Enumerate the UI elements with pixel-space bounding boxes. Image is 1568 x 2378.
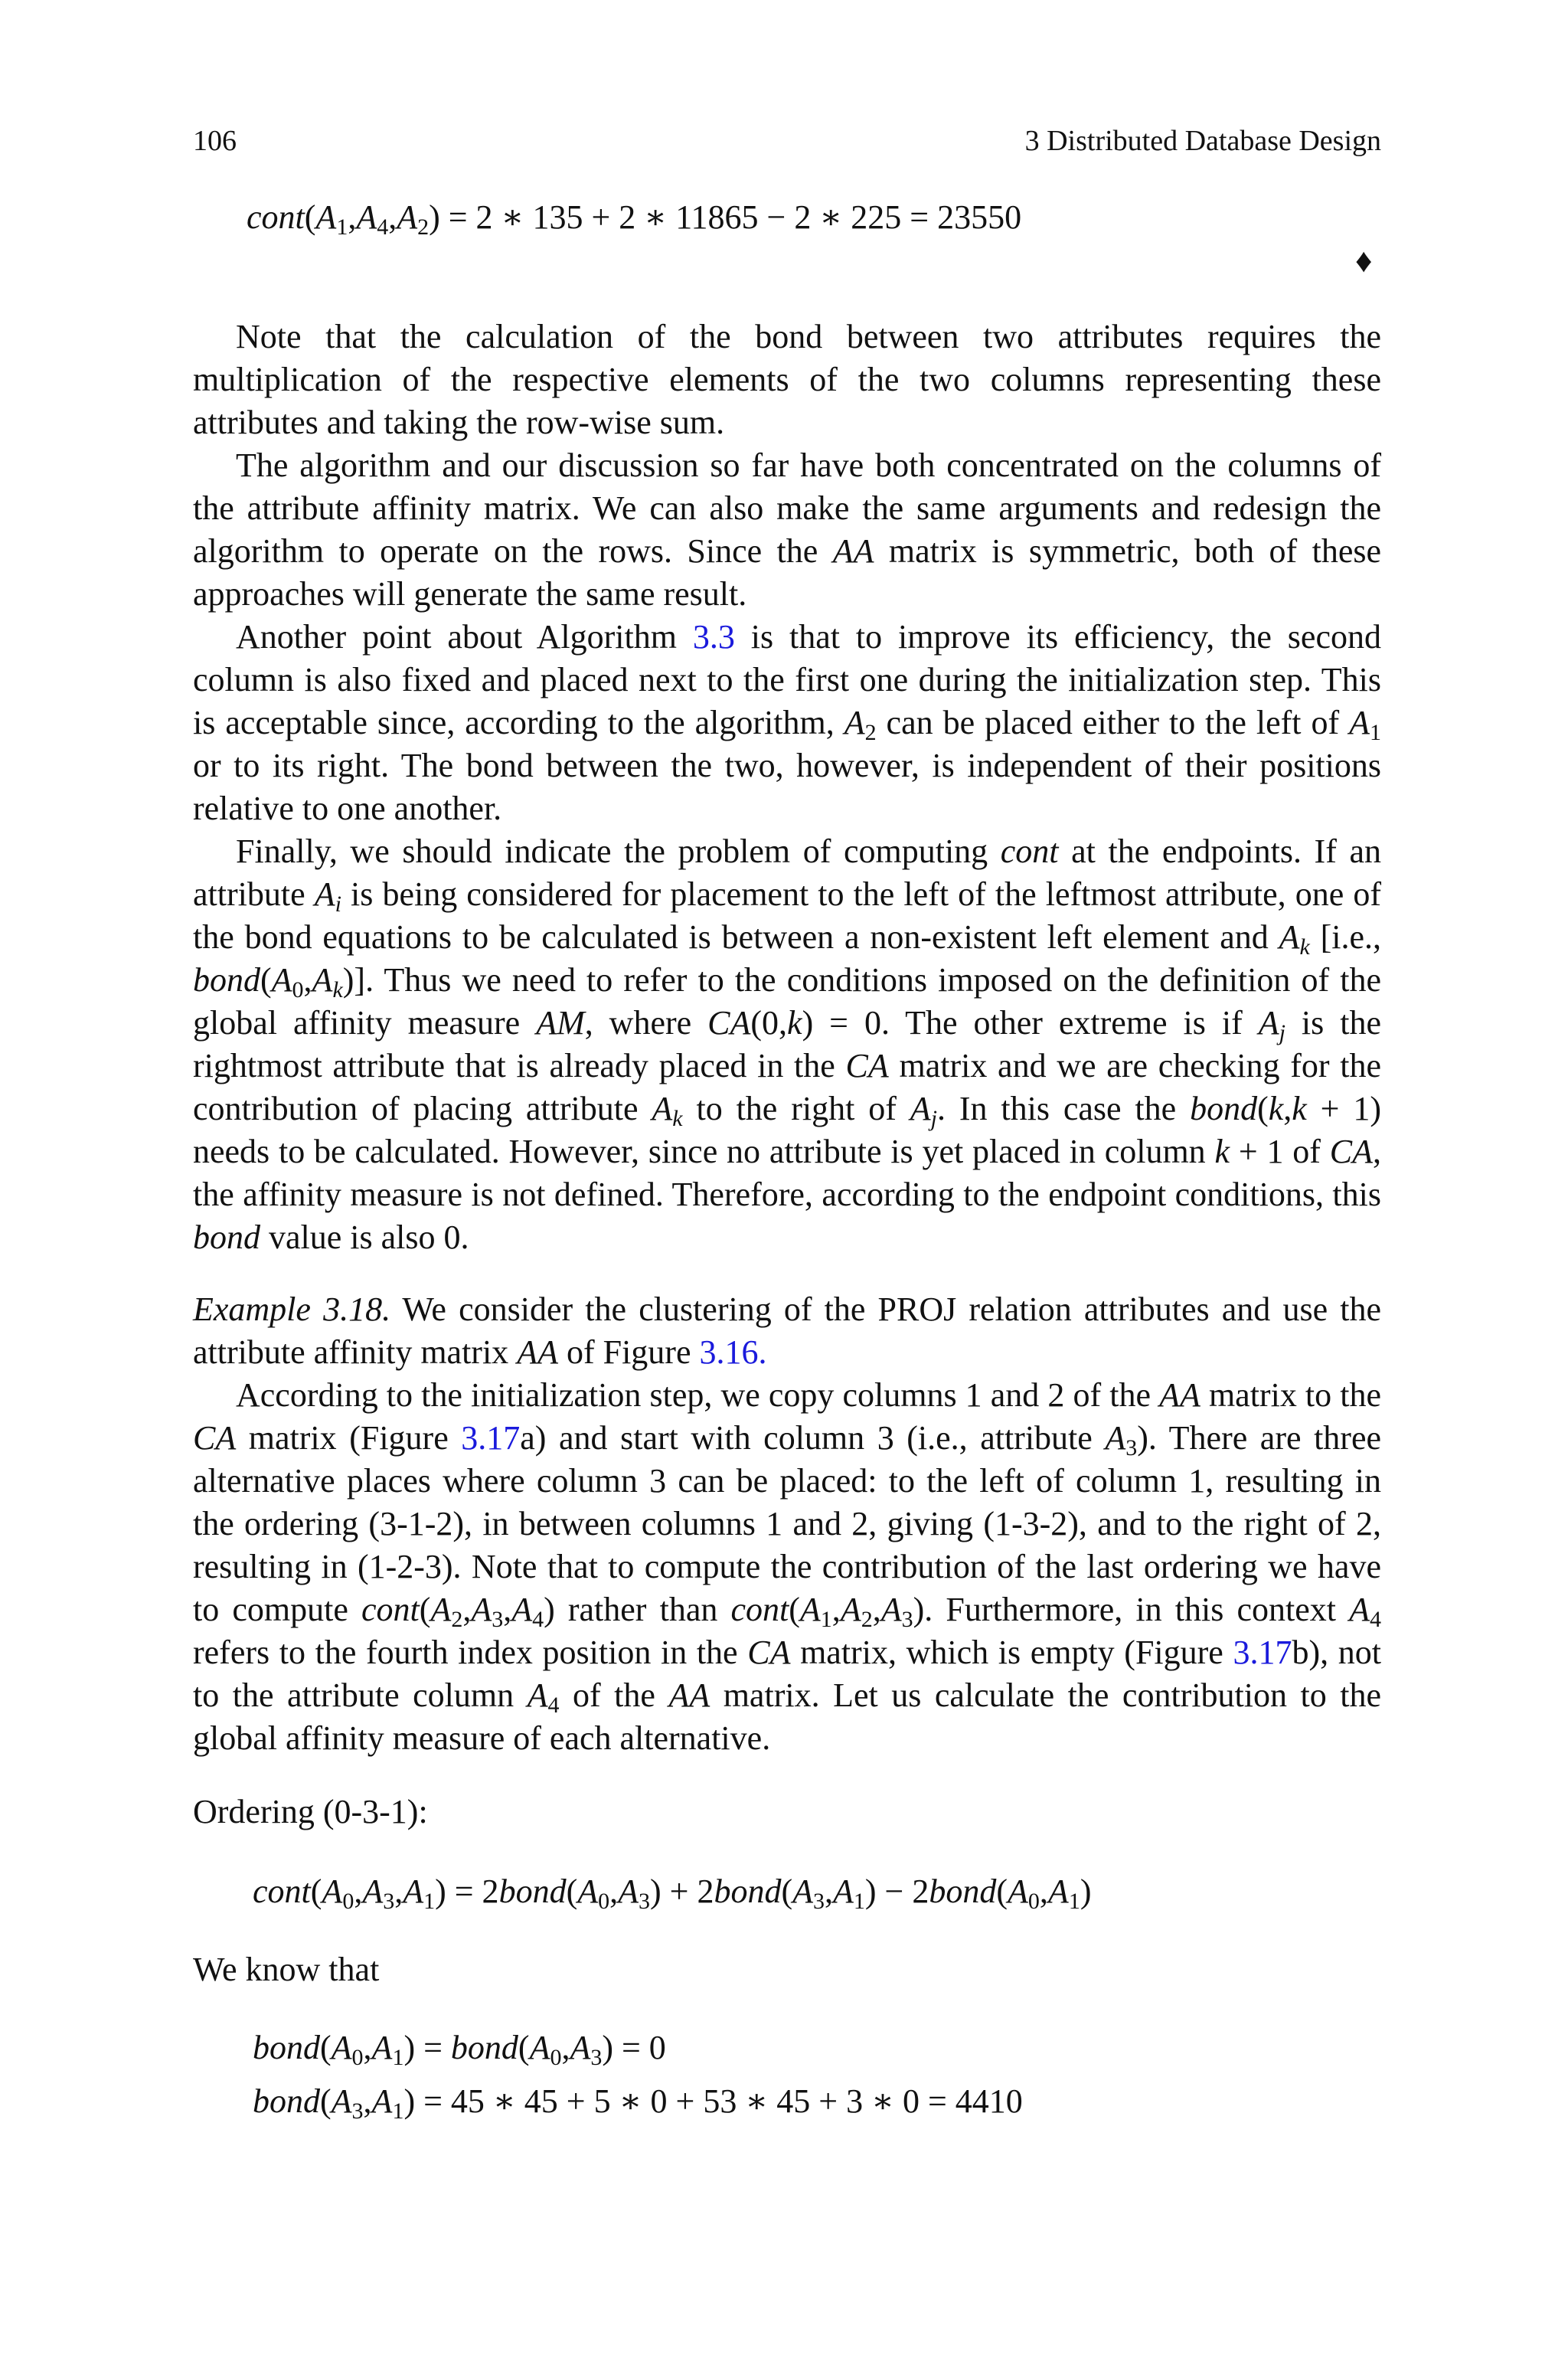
figure-3-16-link[interactable]: 3.16. [699, 1333, 767, 1371]
ordering-label: Ordering (0-3-1): [193, 1793, 428, 1830]
body-text-2 [193, 1288, 1381, 1760]
we-know-that: We know that [193, 1951, 380, 1988]
equation-cont-a1-a4-a2: $cont(A_1,A_4,A_2) = 2$ ∗ 135 + 2 ∗ 11865 − 2 ∗ 225 = 23550 [247, 198, 1022, 240]
paragraph-columns-rows: The algorithm and our discussion so far have both concentrated on the columns of the attribute affinity matrix. We can also make the same arguments and redesign the algorithm to operate on the rows. Since the AA matrix is symmetric, both of these approaches will generate the same result. [193, 446, 1381, 613]
equation-bond-a3-a1: $bond(A_3,A_1) = 45$ ∗ 45 + 5 ∗ 0 + 53 ∗ 45 + 3 ∗ 0 = 4410 [253, 2082, 1023, 2124]
paragraph-endpoints: Finally, we should indicate the problem of computing cont at the endpoints. If an attribute $A_i$ is being considered for placement to the left of the leftmost attribute, one of the bond equations to be calculated is between a non-existent left element and $A_k$ [i.e., $bond(A_0,A_k)$]. Thus we need to refer to the conditions imposed on the definition of the global affinity measure AM, where CA(0,k) = 0. The other extreme is if $A_j$ is the rightmost attribute that is already placed in the CA matrix and we are checking for the contribution of placing attribute $A_k$ to the right of $A_j$. In this case the bond(k,k + 1) needs to be calculated. However, since no attribute is yet placed in column k + 1 of CA, the affinity measure is not defined. Therefore, according to the endpoint conditions, this bond value is also 0. [193, 832, 1382, 1256]
example-end-marker: ♦ [1355, 242, 1373, 280]
body-text-1 [193, 316, 1381, 1259]
running-title: 3 Distributed Database Design [1024, 125, 1381, 157]
paragraph-initialization: According to the initialization step, we copy columns 1 and 2 of the AA matrix to the CA matrix (Figure 3.17a) and start with column 3 (i.e., attribute $A_3$). There are three alternative places where column 3 can be placed: to the left of column 1, resulting in the ordering (3-1-2), in between columns 1 and 2, giving (1-3-2), and to the right of 2, resulting in (1-2-3). Note that to compute the contribution of the last ordering we have to compute $cont(A_2,A_3,A_4)$ rather than $cont(A_1,A_2,A_3)$. Furthermore, in this context $A_4$ refers to the fourth index position in the CA matrix, which is empty (Figure 3.17b), not to the attribute column $A_4$ of the AA matrix. Let us calculate the contribution to the global affinity measure of each alternative. [193, 1376, 1382, 1757]
equation-bond-zero: $bond(A_0,A_1)$ = $bond(A_0,A_3) = 0$ [253, 2029, 666, 2070]
equation-cont-a0-a3-a1: $cont(A_0,A_3,A_1)$ = $2bond(A_0,A_3)$ + $2bond(A_3,A_1)$ − $2bond(A_0,A_1)$ [253, 1873, 1092, 1914]
figure-3-17a-link[interactable]: 3.17 [461, 1419, 521, 1457]
example-label: Example 3.18. [193, 1290, 391, 1328]
algorithm-3-3-link[interactable]: 3.3 [692, 618, 735, 656]
paragraph-bond-calculation: Note that the calculation of the bond between two attributes requires the multiplication of the respective elements of the two columns representing these attributes and taking the row-wise sum. [193, 318, 1381, 441]
paragraph-algorithm-efficiency: Another point about Algorithm 3.3 is that to improve its efficiency, the second column is also fixed and placed next to the first one during the initialization step. This is acceptable since, according to the algorithm, $A_2$ can be placed either to the left of $A_1$ or to its right. The bond between the two, however, is independent of their positions relative to one another. [193, 618, 1382, 827]
page-number: 106 [193, 125, 237, 157]
example-3-18-intro: Example 3.18. We consider the clustering of the PROJ relation attributes and use the attribute affinity matrix AA of Figure 3.16. [193, 1290, 1381, 1371]
page-header [193, 124, 1381, 162]
figure-3-17b-link[interactable]: 3.17 [1233, 1634, 1292, 1671]
